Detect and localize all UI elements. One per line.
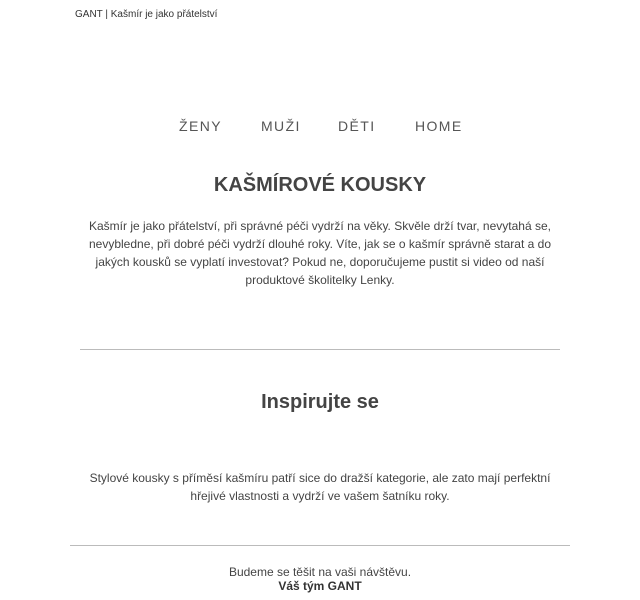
- footer-divider: [70, 545, 570, 546]
- nav-item-home[interactable]: HOME: [415, 118, 463, 134]
- preheader-text: GANT | Kašmír je jako přátelství: [75, 9, 218, 20]
- divider: [80, 349, 560, 350]
- category-nav: [0, 117, 640, 135]
- nav-item-deti[interactable]: DĚTI: [338, 118, 376, 134]
- section-body-inspiration: Stylové kousky s příměsí kašmíru patří sice do dražší kategorie, ale zato mají perfektní hřejivé vlastnosti a vydrží ve vašem šatníku roky.: [89, 471, 551, 503]
- nav-item-muzi[interactable]: MUŽI: [261, 118, 301, 134]
- section-title-cashmere: KAŠMÍROVÉ KOUSKY: [213, 174, 427, 196]
- footer-signature: Váš tým GANT: [278, 579, 362, 593]
- section-body-cashmere: Kašmír je jako přátelství, při správné péči vydrží na věky. Skvěle drží tvar, nevytahá se, nevybledne, při dobré péči vydrží dlouhé roky. Víte, jak se o kašmír správně starat a do jakých kousků se vyplatí investovat? Pokud ne, doporučujeme pustit si video od naší produktové školitelky Lenky.: [88, 219, 551, 287]
- nav-item-zeny[interactable]: ŽENY: [179, 118, 222, 134]
- footer-signoff: Budeme se těšit na vaši návštěvu.: [228, 565, 412, 579]
- section-title-inspiration: Inspirujte se: [261, 391, 379, 413]
